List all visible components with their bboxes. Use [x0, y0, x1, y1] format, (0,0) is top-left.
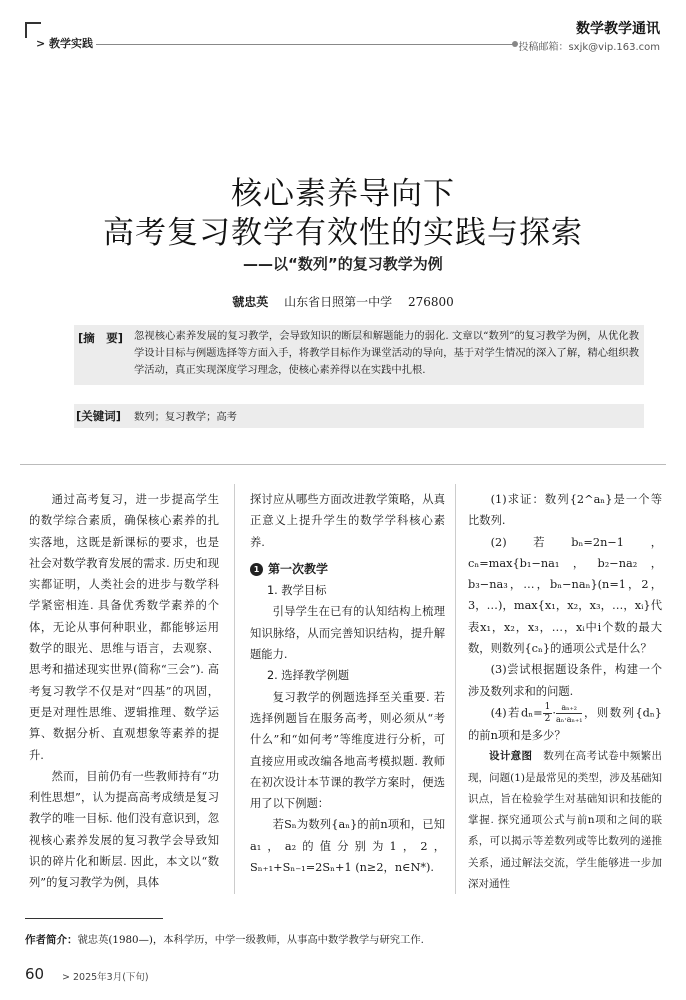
design-intent [468, 746, 662, 895]
dot-operator: · [552, 706, 556, 720]
article-subtitle: ——以“数列”的复习教学为例 [243, 255, 443, 273]
problem-part-text: (4)若dₙ= [490, 706, 543, 720]
author-bio [25, 931, 424, 947]
fraction-denominator: aₙ·aₙ₊₁ [555, 714, 583, 724]
abstract-text: 忽视核心素养发展的复习教学，会导致知识的断层和解题能力的弱化. 文章以“数列”的复习教学为例，从优化教学设计目标与例题选择等方面入手，将教学目标作为课堂活动的导向，基于对学生情况的深入了解，精心组织教学活动，真正实现深度学习理念，使核心素养得以在实践中扎根. [134, 330, 639, 376]
article-title-line2: 高考复习教学有效性的实践与探索 [103, 215, 583, 251]
author-bio-text: 虢忠英(1980—)，本科学历，中学一级教师，从事高中数学教学与研究工作. [77, 934, 424, 946]
author-name: 虢忠英 [232, 295, 269, 309]
body-column-1 [29, 489, 219, 894]
abstract-label: [摘 要] [78, 331, 124, 345]
problem-part: (3)尝试根据题设条件，构建一个涉及数列求和的问题. [468, 663, 662, 698]
author-line [0, 293, 686, 310]
submission-email: 投稿邮箱：sxjk@vip.163.com [518, 42, 660, 53]
issue-date: > 2025年3月(下旬) [62, 972, 149, 983]
header-rule [96, 44, 514, 45]
author-postcode: 276800 [407, 295, 454, 309]
column-divider [234, 484, 235, 894]
body-paragraph: 然而，目前仍有一些教师持有“功利性思想”，认为提高高考成绩是复习教学的唯一目标. 他们没有意识到，忽视核心素养发展的复习教学会导致知识的碎片化和断层. 因此，本文以“数列”的复习教学为例，具体 [29, 769, 219, 890]
design-intent-text: 数列在高考试卷中频繁出现，问题(1)是最常见的类型，涉及基础知识点，旨在检验学生对基础知识和技能的掌握. 探究通项公式与前n项和之间的联系，可以揭示等差数列或等比数列的递推关系，通过解法交流，学生能够进一步加深对通性 [468, 750, 663, 891]
footnote-rule [25, 918, 163, 919]
header-rule-dot [512, 41, 518, 47]
fraction [556, 702, 582, 725]
body-paragraph: 通过高考复习，进一步提高学生的数学综合素质，确保核心素养的扎实落地，这既是新课标的要求，也是社会对数学教育发展的需求. 历史和现实都证明，人类社会的进步与数学科学紧密相连. 具备优秀数学素养的个体，无论从事何种职业，都能够运用数学的眼光、思维与语言，去观察、思考和描述现实世界(简称“三会”). 高考复习教学不仅是对“四基”的巩固，更是对理性思维、逻辑推理、数学运算、数据分析、直观想象等素养的提升. [29, 493, 219, 762]
fraction-denominator: 2 [544, 713, 551, 724]
author-affiliation: 山东省日照第一中学 [284, 295, 393, 309]
section-heading [250, 559, 445, 580]
keywords-text: 数列；复习教学；高考 [134, 411, 237, 423]
section-heading-text: 第一次教学 [268, 561, 329, 576]
journal-name: 数学教学通讯 [576, 21, 660, 37]
body-paragraph: 探讨应从哪些方面改进教学策略，从真正意义上提升学生的数学学科核心素养. [250, 493, 445, 549]
column-divider [455, 484, 456, 894]
body-column-2 [250, 489, 445, 878]
body-column-3 [468, 489, 662, 895]
keywords-label: [关键词] [76, 409, 122, 423]
fraction [543, 702, 553, 725]
body-paragraph: 引导学生在已有的认知结构上梳理知识脉络，从而完善知识结构，提升解题能力. [250, 605, 445, 662]
body-paragraph: 复习教学的例题选择至关重要. 若选择例题旨在服务高考，则必须从“考什么”和“如何考”等维度进行分析，可直接应用或改编各地高考模拟题. 教师在初次设计本节课的教学方案时，便选用了以下例题： [250, 690, 445, 811]
section-number-icon: 1 [250, 563, 263, 576]
subsection-heading: 1. 教学目标 [266, 584, 327, 598]
problem-part: (2)若bₙ=2n−1，cₙ=max{b₁−na₁，b₂−na₂，b₃−na₃，…，bₙ−naₙ}(n=1，2，3，…)，max{x₁，x₂，x₃，…，xᵢ}代表x₁，x₂，x₃，…，xᵢ中i个数的最大数，则数列{cₙ}的通项公式是什么？ [468, 535, 662, 656]
design-intent-label: 设计意图 [489, 750, 533, 763]
article-title-line1: 核心素养导向下 [231, 176, 455, 212]
problem-part-text: ，则数列{dₙ}的前n项和是多少？ [468, 706, 662, 742]
author-bio-label: 作者简介： [25, 934, 78, 946]
example-problem: 若Sₙ为数列{aₙ}的前n项和，已知a₁，a₂的值分别为1，2，Sₙ₊₁+Sₙ₋₁=2Sₙ+1 (n≥2，n∈N*). [250, 818, 445, 875]
section-separator [20, 464, 666, 465]
fraction-numerator: aₙ₊₂ [556, 702, 582, 714]
section-label: > 教学实践 [36, 37, 94, 50]
problem-part [468, 702, 662, 746]
page-number: 60 [25, 965, 45, 983]
subsection-heading: 2. 选择教学例题 [266, 669, 350, 683]
problem-part: (1)求证：数列{2^aₙ}是一个等比数列. [468, 493, 662, 528]
fraction-numerator: 1 [544, 701, 551, 712]
